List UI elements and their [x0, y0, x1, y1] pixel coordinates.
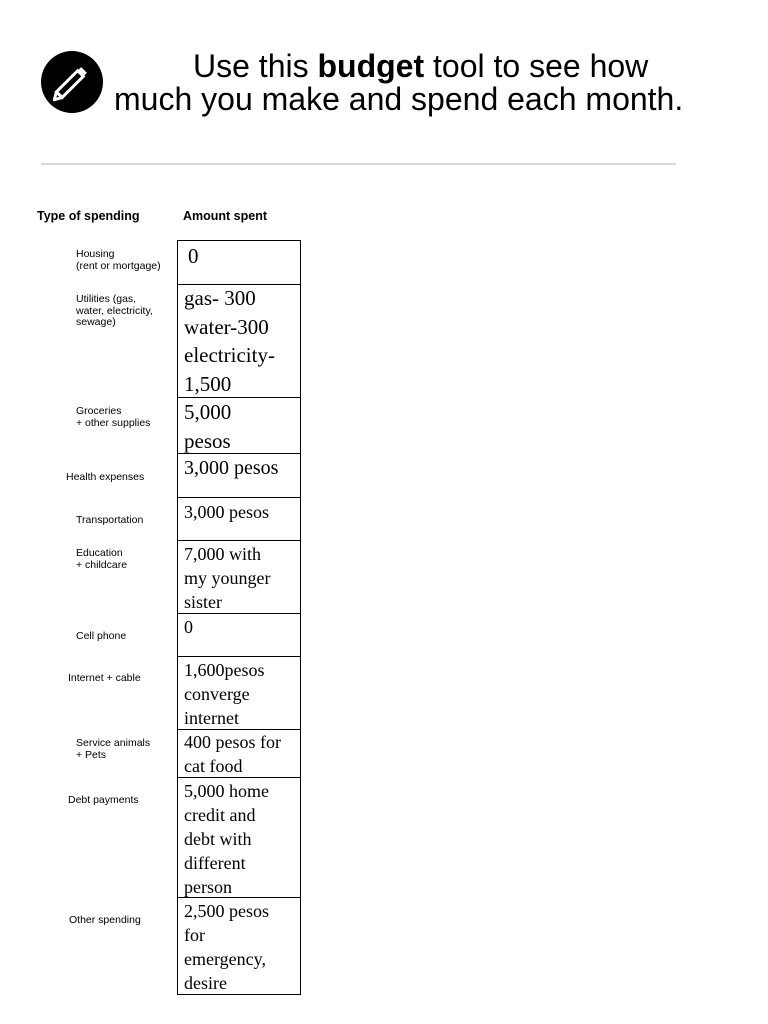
page-heading [114, 50, 714, 116]
row-label-education: Education + childcare [76, 547, 128, 571]
row-label-cell-phone: Cell phone [76, 630, 127, 642]
heading-text-before: Use this [193, 48, 318, 84]
row-label-utilities: Utilities (gas, water, electricity, sewage) [76, 293, 153, 328]
amount-cell-cell-phone[interactable] [177, 613, 301, 657]
amount-value-internet: 1,600pesos converge internet [184, 660, 265, 728]
amount-value-other: 2,500 pesos for emergency, desire [184, 901, 269, 993]
amount-cell-groceries[interactable] [177, 397, 301, 454]
amount-value-health: 3,000 pesos [184, 457, 279, 479]
heading-text-after: tool to see how much you make and spend each month. [114, 48, 684, 117]
heading-text-bold: budget [317, 48, 425, 84]
amount-value-groceries: 5,000 pesos [184, 400, 232, 453]
column-header-type: Type of spending [37, 209, 140, 223]
amount-cell-health[interactable] [177, 453, 301, 498]
row-label-housing: Housing (rent or mortgage) [76, 248, 161, 272]
amount-value-transportation: 3,000 pesos [184, 502, 269, 522]
row-label-pets: Service animals + Pets [76, 737, 151, 761]
row-label-health: Health expenses [66, 471, 145, 483]
amount-cell-education[interactable] [177, 540, 301, 614]
amount-value-housing: 0 [188, 244, 199, 268]
amount-cell-utilities[interactable] [177, 284, 301, 398]
row-label-groceries: Groceries + other supplies [76, 405, 151, 429]
amount-value-utilities: gas- 300 water-300 electricity- 1,500 [184, 286, 275, 396]
pencil-icon [41, 51, 103, 113]
amount-value-cell-phone: 0 [184, 617, 193, 637]
amount-value-debt: 5,000 home credit and debt with different person [184, 781, 269, 897]
row-label-transportation: Transportation [76, 514, 144, 526]
amount-cell-pets[interactable] [177, 729, 301, 778]
row-label-internet: Internet + cable [68, 672, 141, 684]
amount-cell-other[interactable] [177, 897, 301, 995]
amount-value-pets: 400 pesos for cat food [184, 732, 281, 776]
amount-cell-debt[interactable] [177, 777, 301, 898]
amount-value-education: 7,000 with my younger sister [184, 544, 271, 612]
divider [41, 163, 676, 165]
column-header-amount: Amount spent [183, 209, 268, 223]
amount-cell-transportation[interactable] [177, 497, 301, 541]
amount-cell-housing[interactable] [177, 240, 301, 284]
row-label-debt: Debt payments [68, 794, 139, 806]
amount-cell-internet[interactable] [177, 656, 301, 730]
row-label-other: Other spending [69, 914, 141, 926]
